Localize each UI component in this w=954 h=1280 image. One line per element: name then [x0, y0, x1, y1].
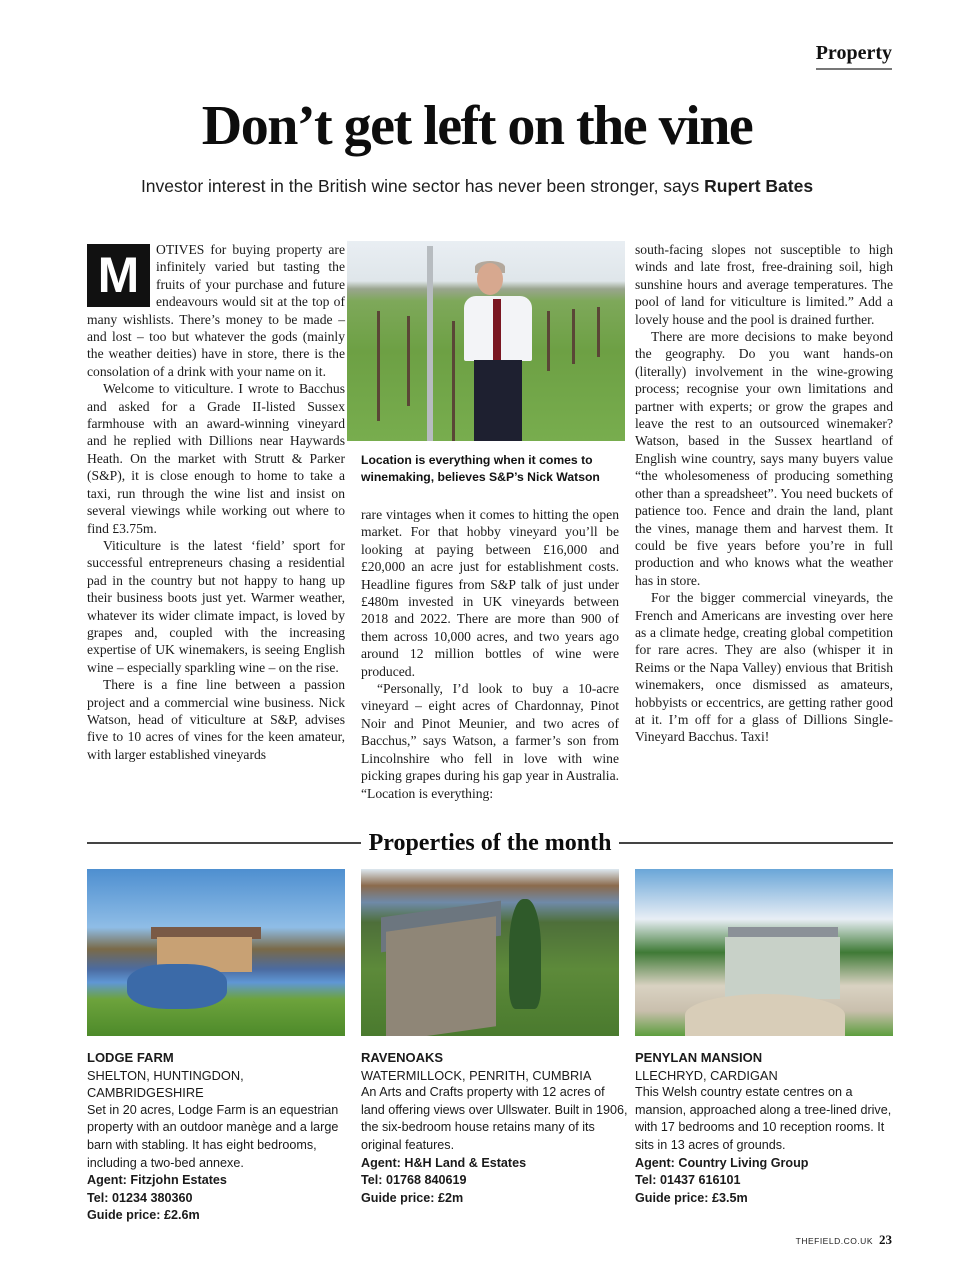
- property-tel: Tel: 01234 380360: [87, 1190, 193, 1205]
- page-footer: [796, 1232, 892, 1248]
- property-photo-penylan-mansion: [635, 869, 893, 1036]
- property-listing: [361, 1049, 631, 1207]
- article-paragraph: For the bigger commercial vineyards, the French and Americans are investing over here as a climate hedge, creating global competition for rare acres. They are also (whisper it in Reims or the Napa Valley) envious that British winemakers, once dismissed as amateurs, hobbyists or eccentrics, are getting rather good at it. I’m off for a glass of Dillions Single-Vineyard Bacchus. Taxi!: [635, 590, 893, 745]
- property-agent: Agent: H&H Land & Estates: [361, 1155, 527, 1170]
- property-price: Guide price: £2.6m: [87, 1208, 200, 1223]
- photo-caption: Location is everything when it comes to winemaking, believes S&P’s Nick Watson: [361, 453, 600, 484]
- person-trousers: [474, 360, 522, 441]
- dropcap: M: [87, 244, 150, 307]
- property-tel: Tel: 01437 616101: [635, 1173, 741, 1188]
- property-name: PENYLAN MANSION: [635, 1050, 763, 1065]
- properties-heading: [87, 828, 893, 858]
- article-paragraph: Viticulture is the latest ‘field’ sport for successful entrepreneurs chasing a residential pad in the country but not happy to hang up their business boots just yet. Warmer weather, whatever its wider climate impact, is loved by grapes and, coupled with the increasing expertise of UK winemakers, is seeing English wine – especially sparkling wine – on the rise.: [87, 537, 345, 675]
- article-paragraph: There is a fine line between a passion project and a commercial wine business. Nick Watson, head of viticulture at S&P, advises five to 10 acres of vines for the keen amateur, with larger established vineyards: [87, 677, 345, 762]
- article-paragraph: There are more decisions to make beyond the geography. Do you want hands-on (literally) involvement in the wine-growing process; recognise your own limitations and partner with experts; or grow the grapes and leave the rest to an outsourced winemaker? Watson, based in the Sussex heartland of English wine country, says many buyers value “the wholesomeness of producing something other than a spreadsheet”. You need buckets of patience too. Fence and drain the land, plant the vines, manage them and harvest them. It could be five years before you’re in full production and who knows what the weather has in store.: [635, 329, 893, 588]
- pond: [127, 964, 227, 1009]
- article-column-1: [87, 241, 345, 763]
- rule-line-left: [87, 842, 361, 844]
- properties-title: Properties of the month: [368, 829, 612, 856]
- property-tel: Tel: 01768 840619: [361, 1173, 467, 1188]
- standfirst-text: Investor interest in the British wine sector has never been stronger, says: [140, 176, 705, 196]
- vine-post: [427, 246, 433, 441]
- article-paragraph: M OTIVES for buying property are infinitely varied but tasting the fruits of your purchase and future endeavours would sit at the top of many wishlists. There’s money to be made – and lost – too but whatever the gods (mainly the weather deities) have in store, there is the consolation of a drink with your name on it.: [87, 242, 345, 379]
- vine: [547, 311, 550, 371]
- tree: [509, 899, 541, 1009]
- house: [386, 916, 496, 1036]
- property-agent: Agent: Fitzjohn Estates: [87, 1173, 227, 1188]
- property-photo-ravenoaks: [361, 869, 619, 1036]
- property-description: Set in 20 acres, Lodge Farm is an equestrian property with an outdoor manège and a large barn with stabling. It has eight bedrooms, including a two-bed annexe.: [87, 1102, 339, 1170]
- headline: Don’t get left on the vine: [201, 95, 753, 157]
- property-name: LODGE FARM: [87, 1050, 174, 1065]
- property-description: An Arts and Crafts property with 12 acres of land offering views over Ullswater. Built in 1906, the six-bedroom house retains many of its original features.: [361, 1085, 628, 1152]
- property-listing: [635, 1049, 905, 1207]
- vine: [572, 309, 575, 364]
- vineyard-photo: [347, 241, 625, 441]
- site-url: THEFIELD.CO.UK: [795, 1236, 873, 1246]
- article-paragraph: Welcome to viticulture. I wrote to Bacchus and asked for a Grade II-listed Sussex farmhouse with an award-winning vineyard and he replied with Dillions near Haywards Heath. On the market with Strutt & Parker (S&P), it is close enough to home to take a taxi, run through the wine list and insist on several viewings while working out where to find £3.75m.: [87, 381, 345, 536]
- article-paragraph: south-facing slopes not susceptible to high winds and late frost, free-draining soil, high sunshine hours and average temperatures. The pool of land for viticulture is limited.” Add a lovely house and the pool is drained further.: [635, 242, 893, 327]
- vine: [407, 316, 410, 406]
- property-photo-lodge-farm: [87, 869, 345, 1036]
- property-listing: [87, 1049, 357, 1225]
- driveway: [685, 994, 845, 1036]
- property-location: WATERMILLOCK, PENRITH, CUMBRIA: [361, 1067, 592, 1083]
- vine: [452, 321, 455, 441]
- property-name: RAVENOAKS: [361, 1050, 444, 1065]
- person-head: [477, 263, 503, 295]
- vine: [377, 311, 380, 421]
- property-price: Guide price: £2m: [361, 1190, 464, 1205]
- section-tag: Property: [816, 42, 892, 70]
- property-location: SHELTON, HUNTINGDON, CAMBRIDGESHIRE: [87, 1067, 244, 1101]
- article-paragraph: rare vintages when it comes to hitting the open market. For that hobby vineyard you’ll be looking at paying between £16,000 and £20,000 an acre just for establishment costs. Headline figures from S&P talk of just under £480m invested in UK vineyards between 2018 and 2022. There are more than 900 of them across 10,000 acres, and two years ago around 12 million bottles of wine were produced.: [361, 507, 619, 679]
- mansion: [725, 937, 840, 999]
- property-description: This Welsh country estate centres on a mansion, approached along a tree-lined drive, with 17 bedrooms and 10 reception rooms. It sits in 13 acres of grounds.: [635, 1085, 892, 1152]
- person-tie: [493, 299, 501, 361]
- page-number: 23: [879, 1232, 892, 1247]
- article-column-2: [361, 506, 619, 802]
- property-agent: Agent: Country Living Group: [635, 1155, 809, 1170]
- property-price: Guide price: £3.5m: [635, 1190, 748, 1205]
- vine: [597, 307, 600, 357]
- standfirst: [0, 176, 954, 197]
- author-name: Rupert Bates: [704, 176, 814, 196]
- rule-line-right: [619, 842, 893, 844]
- property-location: LLECHRYD, CARDIGAN: [635, 1067, 778, 1083]
- article-column-3: [635, 241, 893, 746]
- article-paragraph: “Personally, I’d look to buy a 10-acre vineyard – eight acres of Chardonnay, Pinot Noir and Pinot Meunier, and two acres of Bacchus,” says Watson, a farmer’s son from Lincolnshire who fell in love with wine picking grapes during his gap year in Australia. “Location is everything:: [361, 681, 619, 801]
